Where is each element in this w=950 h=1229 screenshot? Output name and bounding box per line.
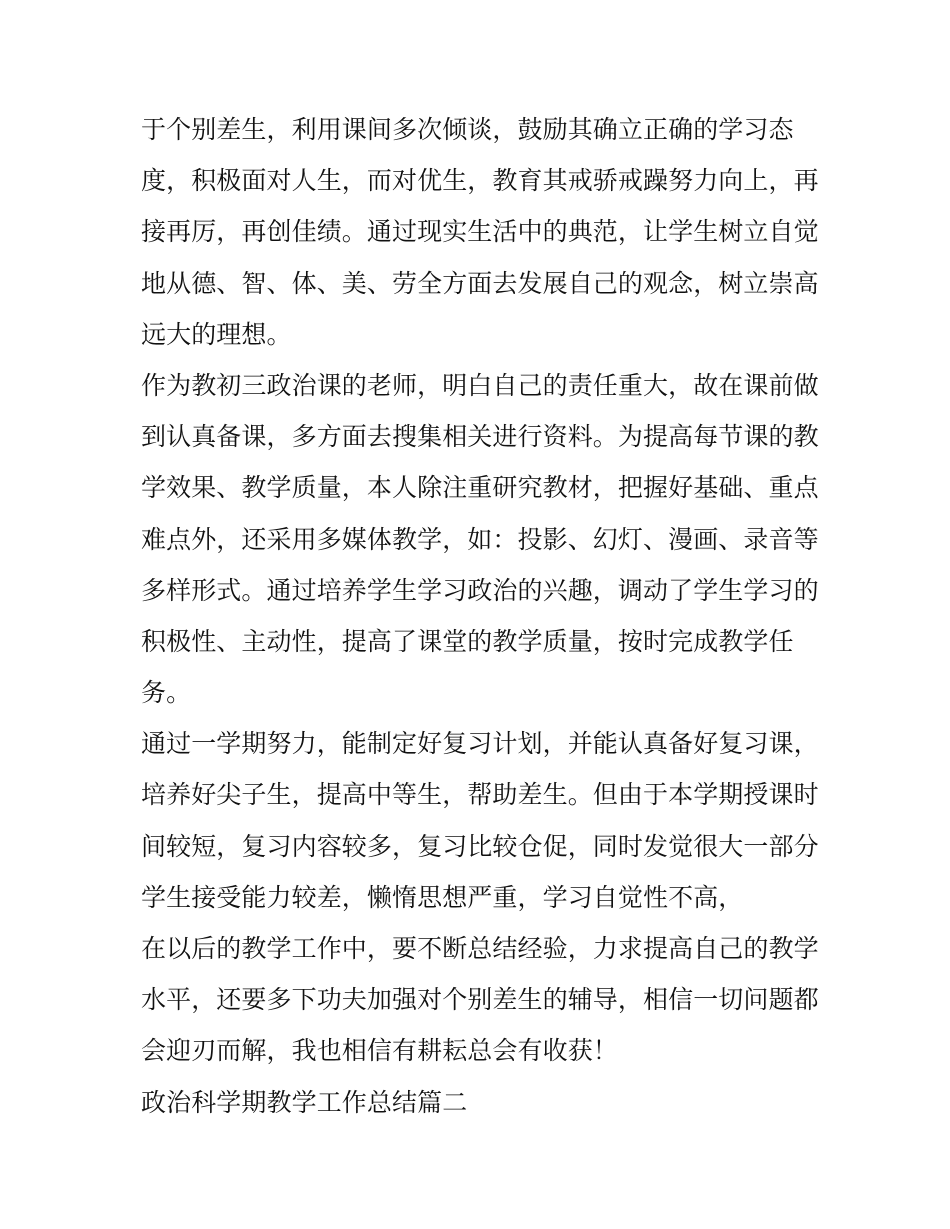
text-line: 学效果、教学质量，本人除注重研究教材，把握好基础、重点 [141,473,819,503]
document-body [141,104,821,1128]
text-line: 远大的理想。 [141,319,292,349]
text-line: 于个别差生，利用课间多次倾谈，鼓励其确立正确的学习态 [141,115,794,144]
text-line: 会迎刃而解，我也相信有耕耘总会有收获！ [141,1036,618,1066]
text-line: 务。 [141,678,192,708]
text-line: 学生接受能力较差，懒惰思想严重，学习自觉性不高， [141,882,744,912]
text-line: 多样形式。通过培养学生学习政治的兴趣，调动了学生学习的 [141,575,819,605]
text-line: 作为教初三政治课的老师，明白自己的责任重大，故在课前做 [141,370,819,400]
text-line: 度，积极面对人生，而对优生，教育其戒骄戒躁努力向上，再 [141,166,819,196]
text-line: 积极性、主动性，提高了课堂的教学质量，按时完成教学任 [141,626,794,656]
text-line: 培养好尖子生，提高中等生，帮助差生。但由于本学期授课时 [141,780,819,810]
text-line: 通过一学期努力，能制定好复习计划，并能认真备好复习课， [141,729,819,759]
text-line: 到认真备课，多方面去搜集相关进行资料。为提高每节课的教 [141,422,819,452]
text-line: 接再厉，再创佳绩。通过现实生活中的典范，让学生树立自觉 [141,217,819,247]
text-line: 间较短，复习内容较多，复习比较仓促，同时发觉很大一部分 [141,831,819,861]
text-line: 地从德、智、体、美、劳全方面去发展自己的观念，树立崇高 [141,268,819,298]
section-heading: 政治科学期教学工作总结篇二 [141,1087,468,1117]
text-line: 水平，还要多下功夫加强对个别差生的辅导，相信一切问题都 [141,985,819,1015]
text-line: 在以后的教学工作中，要不断总结经验，力求提高自己的教学 [141,934,819,963]
text-line: 难点外，还采用多媒体教学，如：投影、幻灯、漫画、录音等 [141,524,819,554]
